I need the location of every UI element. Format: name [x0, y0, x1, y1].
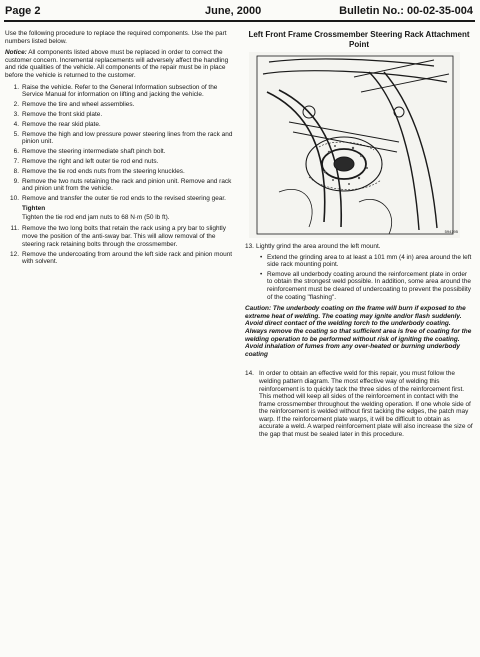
step-item — [5, 178, 233, 193]
step-text: Remove the two nuts retaining the rack and pinion unit. Remove and rack and pinion unit from the vehicle. — [22, 177, 232, 193]
step-text: Remove the undercoating from around the left side rack and pinion mount with solvent. — [22, 250, 233, 266]
step-text: Remove and transfer the outer tie rod ends to the revised steering gear. — [22, 195, 226, 203]
step-text: Remove the two long bolts that retain the rack using a pry bar to slightly move the position of the anti-sway bar. This will allow removal of the steering rack retaining bolts through the crossmember. — [22, 225, 226, 248]
tighten-spec: Tighten the tie rod end jam nuts to 68 N·m (50 lb ft). — [22, 213, 170, 221]
step-number: 12. — [10, 250, 19, 258]
procedure-steps-continued — [5, 225, 233, 265]
step-number: 2. — [13, 101, 19, 109]
step-number: 1. — [13, 83, 19, 91]
figure-title: Left Front Frame Crossmember Steering Rack Attachment Point — [248, 30, 470, 49]
step-text: Remove the tie rod ends nuts from the steering knuckles. — [22, 167, 185, 175]
notice-text: All components listed above must be replaced in order to correct the customer concern. Incremental replacements will adversely affect the handling and ride qualities of the vehicle. All components of the repair must be in place before the vehicle is returned to the customer. — [5, 49, 229, 79]
bulletin-number: Bulletin No.: 00-02-35-004 — [339, 5, 473, 17]
step-item — [5, 101, 233, 109]
step-item — [5, 111, 233, 119]
step-item — [5, 84, 233, 99]
step-number: 7. — [13, 158, 19, 166]
step-13-bullets — [245, 254, 473, 302]
step-item — [5, 225, 233, 248]
figure-code: 594195 — [444, 229, 458, 235]
step-number: 13. — [245, 243, 254, 250]
left-column — [5, 30, 233, 268]
header-rule — [4, 20, 475, 22]
right-column — [245, 30, 473, 439]
step-text: Remove the rear skid plate. — [22, 120, 101, 128]
crossmember-figure — [249, 52, 460, 238]
tighten-heading: Tighten — [22, 205, 46, 213]
step-number: 10. — [10, 195, 19, 203]
step-text: Remove the tire and wheel assemblies. — [22, 101, 135, 109]
notice-paragraph — [5, 49, 233, 79]
step-item — [5, 121, 233, 129]
step-text: In order to obtain an effective weld for this repair, you must follow the welding pattern diagram. The most effective way of welding this reinforcement is to quickly tack the three sides of the reinforcement first. This method will keep all sides of the reinforcement in contact with the frame crossmember throughout the welding operation. If one whole side of the reinforcement is welded without first tacking the edges, the patch may warp. If the reinforcement plate warps, it will be difficult to obtain as accurate a weld. A warped reinforcement plate will also increase the size of the gap that must be sealed later in this procedure. — [259, 370, 473, 439]
step-text: Lightly grind the area around the left mount. — [256, 243, 381, 250]
step-number: 4. — [13, 120, 19, 128]
step-number: 11. — [10, 225, 19, 233]
step-number: 3. — [13, 110, 19, 118]
caution-notice: Caution: The underbody coating on the frame will burn if exposed to the extreme heat of welding. The coating may ignite and/or flash suddenly. Avoid direct contact of the welding torch to the underbody coating. Always remove the coating so that sufficient area is free of coating for the welding operation to be performed without risk of igniting the coating. Avoid inhalation of fumes from any over-heated or burning underbody coating — [245, 305, 472, 358]
page-header — [5, 5, 473, 19]
step-item — [5, 158, 233, 166]
step-text: Remove the steering intermediate shaft pinch bolt. — [22, 148, 166, 156]
intro-paragraph: Use the following procedure to replace the required components. Use the part numbers listed below. — [5, 30, 227, 45]
bullet-item: • Remove all underbody coating around the reinforcement plate in order to obtain the strongest weld possible. In addition, some area around the reinforcement must be cleared of undercoating to prevent the possibility of the coating "flashing". — [267, 271, 473, 301]
bullet-item: • Extend the grinding area to at least a 101 mm (4 in) area around the left side rack mounting point. — [267, 254, 473, 269]
page-number: Page 2 — [5, 5, 41, 17]
step-number: 14. — [245, 370, 254, 378]
step-13 — [245, 243, 473, 251]
notice-label: Notice: — [5, 49, 27, 57]
step-item — [5, 195, 233, 203]
step-item — [5, 131, 233, 146]
step-number: 8. — [13, 167, 19, 175]
step-text: Remove the front skid plate. — [22, 110, 103, 118]
step-text: Remove the right and left outer tie rod end nuts. — [22, 158, 159, 166]
crossmember-illustration — [249, 52, 460, 238]
step-item — [5, 148, 233, 156]
step-item — [5, 168, 233, 176]
step-item — [5, 251, 233, 266]
step-text: Raise the vehicle. Refer to the General Information subsection of the Service Manual for information on lifting and jacking the vehicle. — [22, 83, 218, 99]
bulletin-date: June, 2000 — [205, 5, 262, 17]
step-text: Remove the high and low pressure power steering lines from the rack and pinion unit. — [22, 130, 233, 146]
step-14 — [245, 370, 473, 438]
procedure-steps — [5, 84, 233, 203]
step-number: 9. — [13, 177, 19, 185]
step-number: 6. — [13, 148, 19, 156]
step-number: 5. — [13, 130, 19, 138]
